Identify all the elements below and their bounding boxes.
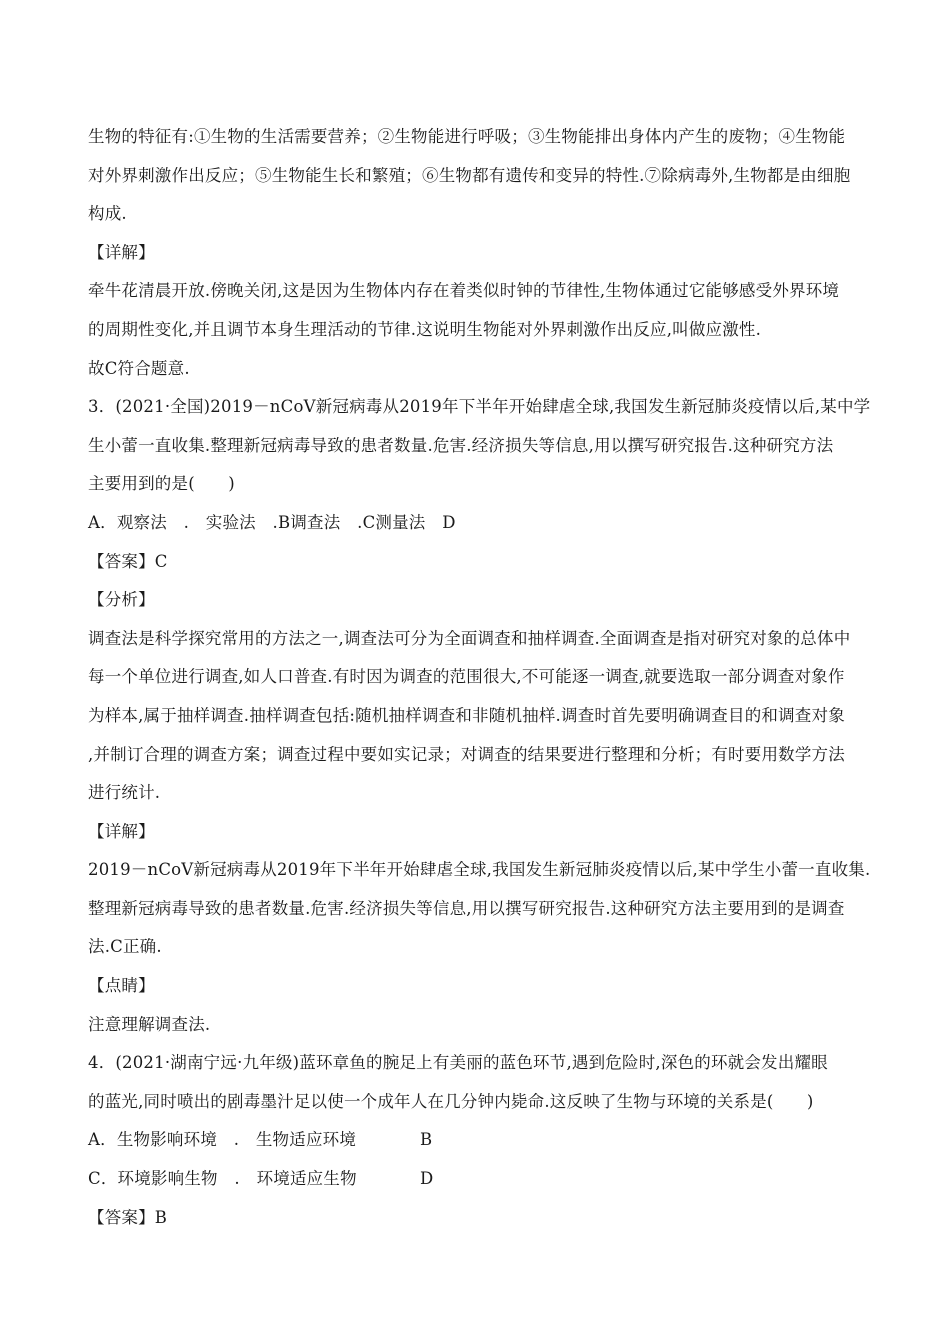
question-3-line: 生小蕾一直收集.整理新冠病毒导致的患者数量.危害.经济损失等信息,用以撰写研究报告.这种研究方法 [88,435,834,455]
paragraph-line: 2019－nCoV新冠病毒从2019年下半年开始肆虐全球,我国发生新冠肺炎疫情以后,某中学生小蕾一直收集. [88,860,871,880]
paragraph-line: 注意理解调查法. [88,1014,211,1034]
question-3-answer: 【答案】C [88,551,168,571]
paragraph-line: 为样本,属于抽样调查.抽样调查包括:随机抽样调查和非随机抽样.调查时首先要明确调查目的和调查对象 [88,705,845,725]
question-3-line: 3．(2021·全国)2019－nCoV新冠病毒从2019年下半年开始肆虐全球,我国发生新冠肺炎疫情以后,某中学 [88,397,871,417]
question-4-options-row [88,1160,868,1199]
question-4-line: 的蓝光,同时喷出的剧毒墨汁足以使一个成年人在几分钟内毙命.这反映了生物与环境的关系是( ) [88,1091,814,1111]
paragraph-line: 牵牛花清晨开放.傍晚关闭,这是因为生物体内存在着类似时钟的节律性,生物体通过它能够感受外界环境 [88,281,840,301]
question-4-answer: 【答案】B [88,1207,168,1227]
paragraph-line: 进行统计. [88,783,161,803]
option-b: B [420,1130,433,1150]
paragraph-line: 法.C正确. [88,937,162,957]
option-c: C．环境影响生物 . 环境适应生物 [88,1169,357,1189]
option-d: D [420,1169,434,1189]
question-4-line: 4．(2021·湖南宁远·九年级)蓝环章鱼的腕足上有美丽的蓝色环节,遇到危险时,深色的环就会发出耀眼 [88,1053,828,1073]
question-3-line: 主要用到的是( ) [88,474,235,494]
question-4-options-row [88,1121,868,1160]
section-heading-detail: 【详解】 [88,821,155,841]
question-3-options: A．观察法 . 实验法 .B调查法 .C测量法 D [88,512,456,532]
paragraph-line: 构成. [88,204,127,224]
paragraph-line: 对外界刺激作出反应；⑤生物能生长和繁殖；⑥生物都有遗传和变异的特性.⑦除病毒外,生物都是由细胞 [88,165,851,185]
option-a: A．生物影响环境 . 生物适应环境 [88,1130,357,1150]
paragraph-line: 整理新冠病毒导致的患者数量.危害.经济损失等信息,用以撰写研究报告.这种研究方法主要用到的是调查 [88,898,845,918]
paragraph-line: 调查法是科学探究常用的方法之一,调查法可分为全面调查和抽样调查.全面调查是指对研究对象的总体中 [88,628,851,648]
section-heading-analysis: 【分析】 [88,590,155,610]
section-heading-detail: 【详解】 [88,242,155,262]
paragraph-line: 每一个单位进行调查,如人口普查.有时因为调查的范围很大,不可能逐一调查,就要选取一部分调查对象作 [88,667,845,687]
paragraph-line: 的周期性变化,并且调节本身生理活动的节律.这说明生物能对外界刺激作出反应,叫做应激性. [88,319,762,339]
paragraph-line: ,并制订合理的调查方案；调查过程中要如实记录；对调查的结果要进行整理和分析；有时要用数学方法 [88,744,845,764]
section-heading-tip: 【点睛】 [88,976,155,996]
paragraph-line: 故C符合题意. [88,358,190,378]
document-page [88,118,871,1237]
paragraph-line: 生物的特征有:①生物的生活需要营养；②生物能进行呼吸；③生物能排出身体内产生的废物；④生物能 [88,127,846,146]
